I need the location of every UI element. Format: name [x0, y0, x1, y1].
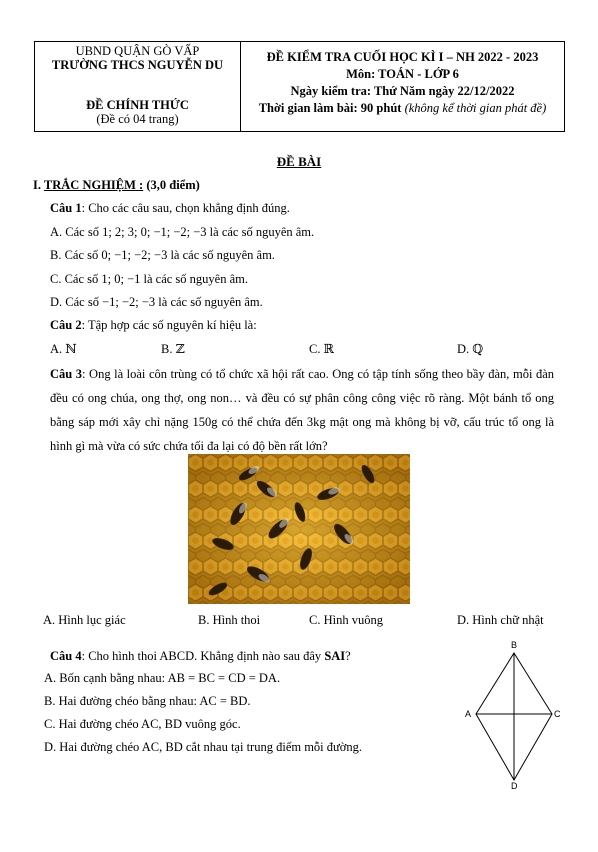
question-1 — [50, 201, 290, 216]
exam-title: ĐỀ KIỂM TRA CUỐI HỌC KÌ I – NH 2022 - 2023 — [266, 50, 539, 64]
honeycomb-bees-photo — [188, 454, 410, 604]
question-label: Câu 2 — [50, 318, 82, 332]
q2-option-d[interactable]: D. ℚ — [457, 342, 484, 356]
vertex-label-d: D — [511, 781, 518, 790]
section-name: TRẮC NGHIỆM : — [43, 178, 144, 192]
q4-option-d[interactable]: D. Hai đường chéo AC, BD cắt nhau tại trung điểm mỗi đường. — [44, 740, 363, 754]
vertex-label-b: B — [511, 640, 518, 650]
question-text: : Cho hình thoi ABCD. Khẳng định nào sau đây — [81, 649, 325, 663]
question-text-end: ? — [345, 649, 351, 663]
question-label: Câu 3 — [50, 367, 83, 381]
q1-option-a[interactable]: A. Các số 1; 2; 3; 0; −1; −2; −3 là các số nguyên âm. — [50, 225, 315, 239]
section-points: (3,0 điểm) — [146, 178, 200, 192]
exam-info — [241, 42, 564, 131]
q1-option-c[interactable]: C. Các số 1; 0; −1 là các số nguyên âm. — [50, 272, 248, 286]
question-label: Câu 4 — [50, 649, 82, 663]
section-heading — [33, 178, 200, 193]
q3-option-b[interactable]: B. Hình thoi — [198, 613, 261, 627]
section-number: I. — [33, 178, 41, 192]
question-4 — [50, 649, 351, 664]
duration-label: Thời gian làm bài: 90 phút — [258, 101, 402, 115]
exam-header — [34, 41, 565, 132]
q2-option-a[interactable]: A. ℕ — [50, 342, 77, 356]
exam-duration — [241, 100, 564, 117]
q3-option-a[interactable]: A. Hình lục giác — [43, 613, 126, 627]
page-title: ĐỀ BÀI — [276, 154, 322, 169]
subject: Môn: TOÁN - LỚP 6 — [346, 67, 459, 81]
q1-option-b[interactable]: B. Các số 0; −1; −2; −3 là các số nguyên âm. — [50, 248, 275, 262]
district-name: UBND QUẬN GÒ VẤP — [75, 44, 200, 58]
duration-note: (không kể thời gian phát đề) — [404, 101, 547, 115]
q3-option-d[interactable]: D. Hình chữ nhật — [457, 613, 544, 627]
question-text: : Ong là loài côn trùng có tổ chức xã hội rất cao. Ong có tập tính sống theo bầy đàn, mỗi đàn đều có ong chúa, ong thợ, ong non… và đều có sự phân công công việc rõ ràng. Một bánh tổ ong bằng sáp mới xây chỉ nặng 150g có thể chứa đến 3kg mật ong mà không bị vỡ, cấu trúc tổ ong là hình gì mà vừa có sức chứa tối đa lại có độ bền rất lớn? — [50, 367, 554, 453]
school-info — [35, 42, 241, 131]
question-emphasis: SAI — [324, 649, 346, 663]
q3-option-c[interactable]: C. Hình vuông — [309, 613, 383, 627]
question-label: Câu 1 — [50, 201, 82, 215]
q2-option-b[interactable]: B. ℤ — [161, 342, 185, 356]
official-label: ĐỀ CHÍNH THỨC — [86, 98, 189, 112]
question-text: : Tập hợp các số nguyên kí hiệu là: — [81, 318, 257, 332]
page-count: (Đề có 04 trang) — [96, 112, 179, 126]
vertex-label-a: A — [465, 709, 472, 719]
question-text: : Cho các câu sau, chọn khẳng định đúng. — [81, 201, 290, 215]
question-2 — [50, 318, 257, 333]
q4-option-b[interactable]: B. Hai đường chéo bằng nhau: AC = BD. — [44, 694, 251, 708]
vertex-label-c: C — [554, 709, 561, 719]
rhombus-figure — [462, 638, 574, 790]
q1-option-d[interactable]: D. Các số −1; −2; −3 là các số nguyên âm. — [50, 295, 263, 309]
q4-option-a[interactable]: A. Bốn cạnh bằng nhau: AB = BC = CD = DA. — [44, 671, 281, 685]
school-name: TRƯỜNG THCS NGUYỄN DU — [51, 58, 224, 72]
q2-option-c[interactable]: C. ℝ — [309, 342, 334, 356]
q4-option-c[interactable]: C. Hai đường chéo AC, BD vuông góc. — [44, 717, 241, 731]
question-3 — [50, 362, 554, 458]
exam-date: Ngày kiểm tra: Thứ Năm ngày 22/12/2022 — [290, 84, 515, 98]
